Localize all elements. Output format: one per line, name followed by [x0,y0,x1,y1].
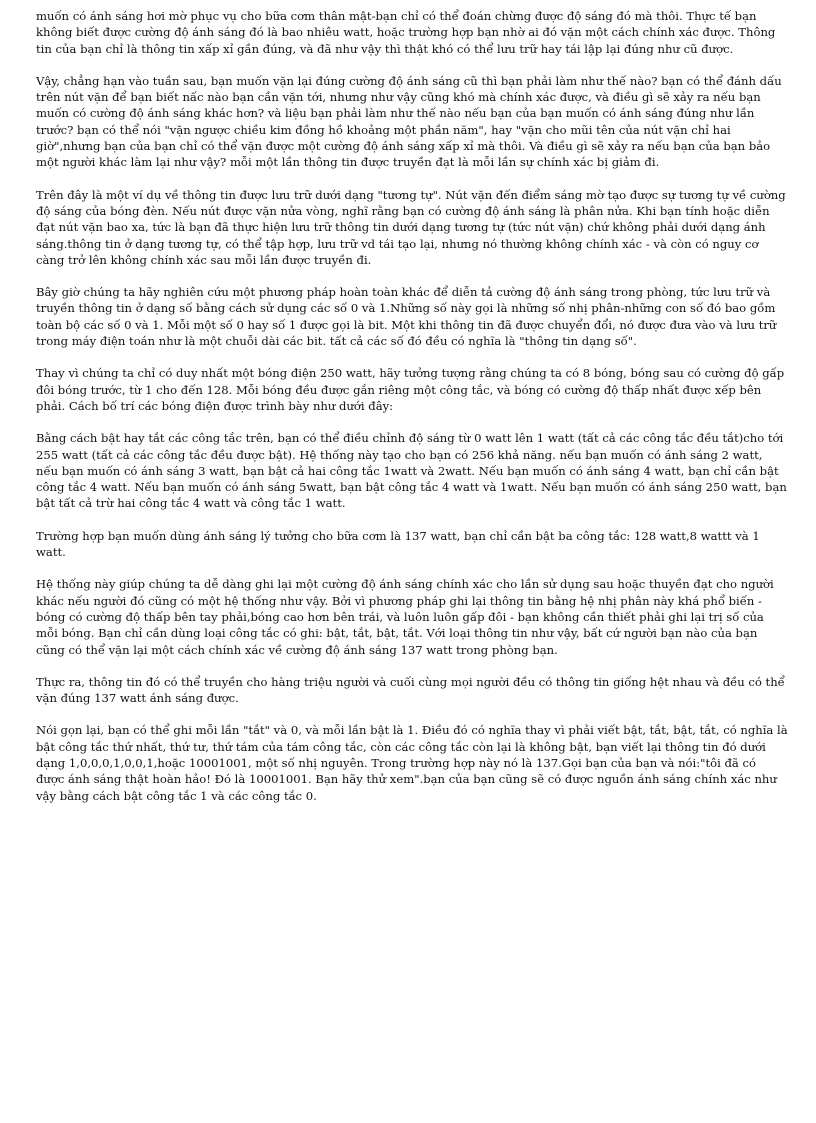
paragraph-7: Trường hợp bạn muốn dùng ánh sáng lý tưởng cho bữa cơm là 137 watt, bạn chỉ cần bật ba công tắc: 128 watt,8 wattt và 1 watt. [36,528,760,560]
paragraph-3: Trên đây là một ví dụ về thông tin được lưu trữ dưới dạng "tương tự". Nút vặn đến điểm sáng mờ tạo được sự tương tự về cường độ sáng của bóng đèn. Nếu nút được vặn nửa vòng, nghĩ rằng bạn có cường độ ánh sáng là phân nửa. Khi bạn tính hoặc diễn đạt nút vặn bao xa, tức là bạn đã thực hiện lưu trữ thông tin dưới dạng tương tự (tức nút vặn) chứ không phải dưới dạng ánh sáng.thông tin ở dạng tương tự, có thể tập hợp, lưu trữ vd tái tạo lại, nhưng nó thường không chính xác - và còn có nguy cơ càng trở lên không chính xác sau mỗi lần được truyền đi. [36,187,786,267]
paragraph-6: Bằng cách bật hay tắt các công tắc trên, bạn có thể điều chỉnh độ sáng từ 0 watt lên 1 watt (tất cả các công tắc đều tắt)cho tới 255 watt (tất cả các công tắc đều được bật). Hệ thống này tạo cho bạn có 256 khả năng. nếu bạn muốn có ánh sáng 2 watt, nếu bạn muốn có ánh sáng 3 watt, bạn bật cả hai công tắc 1watt và 2watt. Nếu bạn muốn có ánh sáng 4 watt, bạn chỉ cần bật công tắc 4 watt. Nếu bạn muốn có ánh sáng 5watt, bạn bật công tắc 4 watt và 1watt. Nếu bạn muốn có ánh sáng 250 watt, bạn bật tất cả trừ hai công tắc 4 watt và công tắc 1 watt. [36,431,787,511]
paragraph-10: Nói gọn lại, bạn có thể ghi mỗi lần "tắt" và 0, và mỗi lần bật là 1. Điều đó có nghĩa thay vì phải viết bật, tắt, bật, tắt, có nghĩa là bật công tắc thứ nhất, thứ tư, thứ tám của tám công tắc, còn các công tắc còn lại là không bật, bạn viết lại thông tin đó dưới dạng 1,0,0,0,1,0,0,1,hoặc 10001001, một số nhị nguyên. Trong trường hợp này nó là 137.Gọi bạn của bạn và nói:"tôi đã có được ánh sáng thật hoàn hảo! Đó là 10001001. Bạn hãy thử xem".bạn của bạn cũng sẽ có được nguồn ánh sáng chính xác như vậy bằng cách bật công tắc 1 và các công tắc 0. [36,723,788,803]
paragraph-8: Hệ thống này giúp chúng ta dễ dàng ghi lại một cường độ ánh sáng chính xác cho lần sử dụng sau hoặc thuyền đạt cho người khác nếu người đó cũng có một hệ thống như vậy. Bởi vì phương pháp ghi lại thông tin bằng hệ nhị phân này khá phổ biến - bóng có cường độ thấp bên tay phải,bóng cao hơn bên trái, và luôn luôn gấp đôi - bạn không cần thiết phải ghi lại trị số của mỗi bóng. Bạn chỉ cần dùng loại công tắc có ghi: bật, tắt, bật, tắt. Với loại thông tin như vậy, bất cứ người bạn nào của bạn cũng có thể vặn lại một cách chính xác về cường độ ánh sáng 137 watt trong phòng bạn. [36,577,774,657]
paragraph-4: Bây giờ chúng ta hãy nghiên cứu một phương pháp hoàn toàn khác để diễn tả cường độ ánh sáng trong phòng, tức lưu trữ và truyền thông tin ở dạng số bằng cách sử dụng các số 0 và 1.Những số này gọi là những số nhị phân-những con số đó bao gồm toàn bộ các số 0 và 1. Mỗi một số 0 hay số 1 được gọi là bit. Một khi thông tin đã được chuyển đổi, nó được đưa vào và lưu trữ trong máy điện toán như là một chuỗi dài các bit. tất cả các số đó đều có nghĩa là "thông tin dạng số". [36,285,777,349]
paragraph-1: muốn có ánh sáng hơi mờ phục vụ cho bữa cơm thân mật-bạn chỉ có thể đoán chừng được độ sáng đó mà thôi. Thực tế bạn không biết được cường độ ánh sáng đó là bao nhiêu watt, hoặc trường hợp bạn nhờ ai đó vặn một cách chính xác được. Thông tin của bạn chỉ là thông tin xấp xỉ gần đúng, và đã như vậy thì thật khó có thể lưu trữ hay tái lập lại đúng như cũ được. [36,9,776,56]
document-body [36,8,788,820]
paragraph-2: Vậy, chẳng hạn vào tuần sau, bạn muốn vặn lại đúng cường độ ánh sáng cũ thì bạn phải làm như thế nào? bạn có thể đánh dấu trên nút vặn để bạn biết nấc nào bạn cần vặn tới, nhưng như vậy cũng khó mà chính xác được, và điều gì sẽ xảy ra nếu bạn muốn có cường độ ánh sáng khác hơn? và liệu bạn phải làm như thế nào nếu bạn của bạn muốn có ánh sáng đúng như lần trước? bạn có thể nói "vặn ngược chiều kim đồng hồ khoảng một phần năm", hay "vặn cho mũi tên của nút vặn chỉ hai giờ",nhưng bạn của bạn chỉ có thể vặn được một cường độ ánh sáng xấp xỉ mà thôi. Và điều gì sẽ xảy ra nếu bạn của bạn bảo một người khác làm lại như vậy? mỗi một lần thông tin được truyền đạt là mỗi lần sự chính xác bị giảm đi. [36,73,782,170]
paragraph-5: Thay vì chúng ta chỉ có duy nhất một bóng điện 250 watt, hãy tưởng tượng rằng chúng ta có 8 bóng, bóng sau có cường độ gấp đôi bóng trước, từ 1 cho đến 128. Mỗi bóng đều được gắn riêng một công tắc, và bóng có cường độ thấp nhất được xếp bên phải. Cách bố trí các bóng điện được trình bày như dưới đây: [36,366,785,413]
paragraph-9: Thực ra, thông tin đó có thể truyền cho hàng triệu người và cuối cùng mọi người đều có thông tin giống hệt nhau và đều có thể vặn đúng 137 watt ánh sáng được. [36,674,785,706]
